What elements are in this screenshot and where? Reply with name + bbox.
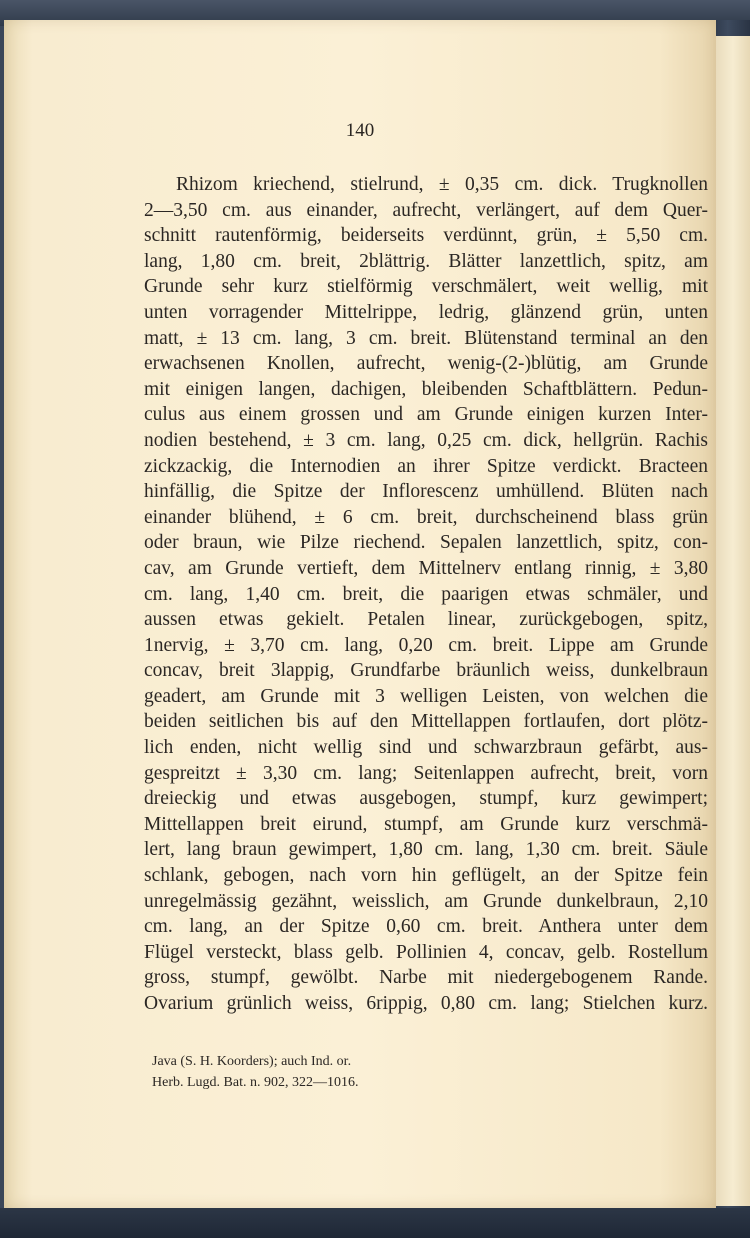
- specimen-references: [152, 1051, 572, 1093]
- text-line: unregelmässig gezähnt, weisslich, am Grunde dunkelbraun, 2,10: [144, 890, 708, 912]
- text-line: Flügel versteckt, blass gelb. Pollinien 4, concav, gelb. Rostellum: [144, 941, 708, 963]
- text-line: schlank, gebogen, nach vorn hin geflügelt, an der Spitze fein: [144, 865, 708, 887]
- text-line: Ovarium grünlich weiss, 6rippig, 0,80 cm. lang; Stielchen kurz.: [144, 993, 708, 1014]
- text-line: oder braun, wie Pilze riechend. Sepalen lanzettlich, spitz, con-: [144, 532, 708, 554]
- text-line: lert, lang braun gewimpert, 1,80 cm. lang, 1,30 cm. breit. Säule: [144, 839, 708, 861]
- text-line: cm. lang, an der Spitze 0,60 cm. breit. Anthera unter dem: [144, 916, 708, 938]
- book-bottom-edge: [0, 1208, 750, 1238]
- text-line: Grunde sehr kurz stielförmig verschmälert, weit wellig, mit: [144, 276, 708, 298]
- description-paragraph: [144, 172, 708, 1017]
- text-line: gespreitzt ± 3,30 cm. lang; Seitenlappen aufrecht, breit, vorn: [144, 762, 708, 784]
- text-line: beiden seitlichen bis auf den Mittellappen fortlaufen, dort plötz-: [144, 711, 708, 733]
- text-line: lang, 1,80 cm. breit, 2blättrig. Blätter lanzettlich, spitz, am: [144, 250, 708, 272]
- text-line: Rhizom kriechend, stielrund, ± 0,35 cm. dick. Trugknollen: [176, 174, 708, 195]
- text-line: mit einigen langen, dachigen, bleibenden Schaftblättern. Pedun-: [144, 378, 708, 400]
- text-line: Mittellappen breit eirund, stumpf, am Grunde kurz verschmä-: [144, 813, 708, 835]
- text-line: 1nervig, ± 3,70 cm. lang, 0,20 cm. breit. Lippe am Grunde: [144, 634, 708, 656]
- text-line: culus aus einem grossen und am Grunde einigen kurzen Inter-: [144, 404, 708, 426]
- text-line: cm. lang, 1,40 cm. breit, die paarigen etwas schmäler, und: [144, 583, 708, 605]
- text-line: nodien bestehend, ± 3 cm. lang, 0,25 cm. dick, hellgrün. Rachis: [144, 429, 708, 451]
- book-page: [4, 20, 716, 1208]
- text-line: matt, ± 13 cm. lang, 3 cm. breit. Blütenstand terminal an den: [144, 327, 708, 349]
- text-line: geadert, am Grunde mit 3 welligen Leisten, von welchen die: [144, 685, 708, 707]
- text-line: cav, am Grunde vertieft, dem Mittelnerv entlang rinnig, ± 3,80: [144, 557, 708, 579]
- text-line: concav, breit 3lappig, Grundfarbe bräunlich weiss, dunkelbraun: [144, 660, 708, 682]
- text-line: hinfällig, die Spitze der Inflorescenz umhüllend. Blüten nach: [144, 481, 708, 503]
- page-number: 140: [345, 120, 375, 141]
- text-line: gross, stumpf, gewölbt. Narbe mit niedergebogenem Rande.: [144, 967, 708, 989]
- text-line: unten vorragender Mittelrippe, ledrig, glänzend grün, unten: [144, 301, 708, 323]
- text-line: 2—3,50 cm. aus einander, aufrecht, verlängert, auf dem Quer-: [144, 199, 708, 221]
- text-line: erwachsenen Knollen, aufrecht, wenig-(2-)blütig, am Grunde: [144, 353, 708, 375]
- reference-line: Herb. Lugd. Bat. n. 902, 322—1016.: [152, 1075, 359, 1090]
- text-line: zickzackig, die Internodien an ihrer Spitze verdickt. Bracteen: [144, 455, 708, 477]
- text-line: schnitt rautenförmig, beiderseits verdünnt, grün, ± 5,50 cm.: [144, 225, 708, 247]
- text-line: aussen etwas gekielt. Petalen linear, zurückgebogen, spitz,: [144, 609, 708, 631]
- next-page-edge: [716, 36, 750, 1206]
- text-line: dreieckig und etwas ausgebogen, stumpf, kurz gewimpert;: [144, 788, 708, 810]
- text-line: einander blühend, ± 6 cm. breit, durchscheinend blass grün: [144, 506, 708, 528]
- reference-line: Java (S. H. Koorders); auch Ind. or.: [152, 1054, 352, 1069]
- text-line: lich enden, nicht wellig sind und schwarzbraun gefärbt, aus-: [144, 737, 708, 759]
